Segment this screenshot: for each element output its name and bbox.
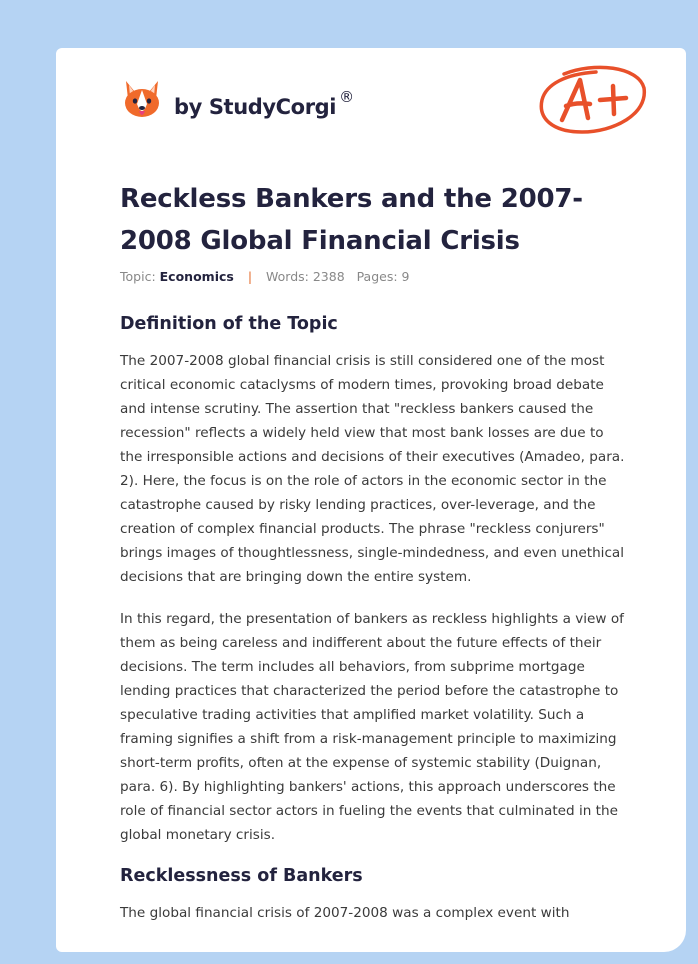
document-page <box>56 48 686 952</box>
text-line: brings images of thoughtlessness, single-mindedness, and even unethical <box>120 545 625 561</box>
brand-name: by StudyCorgi ® <box>174 87 354 119</box>
text-line: The 2007-2008 global financial crisis is still considered one of the most <box>120 353 605 369</box>
section-heading: Definition of the Topic <box>120 314 338 334</box>
section-heading: Recklessness of Bankers <box>120 866 363 886</box>
text-line: In this regard, the presentation of bankers as reckless highlights a view of <box>120 611 624 627</box>
document-meta <box>120 269 410 284</box>
text-line: framing signifies a shift from a risk-management principle to maximizing <box>120 731 617 747</box>
text-line: catastrophe caused by risky lending practices, over-leverage, and the <box>120 497 596 513</box>
text-line: global monetary crisis. <box>120 827 276 843</box>
title-line: Reckless Bankers and the 2007- <box>120 184 583 214</box>
word-count: Words: 2388 <box>266 269 345 284</box>
meta-separator: | <box>247 269 253 284</box>
paragraph <box>120 349 640 589</box>
text-line: decisions. The term includes all behaviors, from subprime mortgage <box>120 659 585 675</box>
text-line: para. 6). By highlighting bankers' actions, this approach underscores the <box>120 779 616 795</box>
topic-link[interactable]: Economics <box>159 269 234 284</box>
text-line: short-term profits, often at the expense of systemic stability (Duignan, <box>120 755 602 771</box>
text-line: and intense scrutiny. The assertion that "reckless bankers caused the <box>120 401 594 417</box>
text-line: them as being careless and indifferent about the future effects of their <box>120 635 602 651</box>
title-line: 2008 Global Financial Crisis <box>120 226 520 256</box>
text-line: speculative trading activities that amplified market volatility. Such a <box>120 707 585 723</box>
text-line: critical economic cataclysms of modern times, provoking broad debate <box>120 377 604 393</box>
page-title <box>120 178 620 262</box>
text-line: the irresponsible actions and decisions of their executives (Amadeo, para. <box>120 449 625 465</box>
text-line: 2). Here, the focus is on the role of actors in the economic sector in the <box>120 473 607 489</box>
registered-mark: ® <box>339 87 354 106</box>
studycorgi-logo[interactable] <box>122 76 354 122</box>
topic-label: Topic: <box>120 269 156 284</box>
text-line: lending practices that characterized the period before the catastrophe to <box>120 683 619 699</box>
a-plus-grade-badge <box>536 58 648 140</box>
paragraph <box>120 607 640 847</box>
paragraph <box>120 901 640 925</box>
text-line: The global financial crisis of 2007-2008 was a complex event with <box>120 905 570 921</box>
text-line: decisions that are bringing down the entire system. <box>120 569 472 585</box>
text-line: recession" reflects a widely held view that most bank losses are due to <box>120 425 604 441</box>
text-line: role of financial sector actors in fueling the events that culminated in the <box>120 803 618 819</box>
text-line: creation of complex financial products. The phrase "reckless conjurers" <box>120 521 605 537</box>
page-count: Pages: 9 <box>356 269 410 284</box>
corgi-icon <box>122 77 162 121</box>
